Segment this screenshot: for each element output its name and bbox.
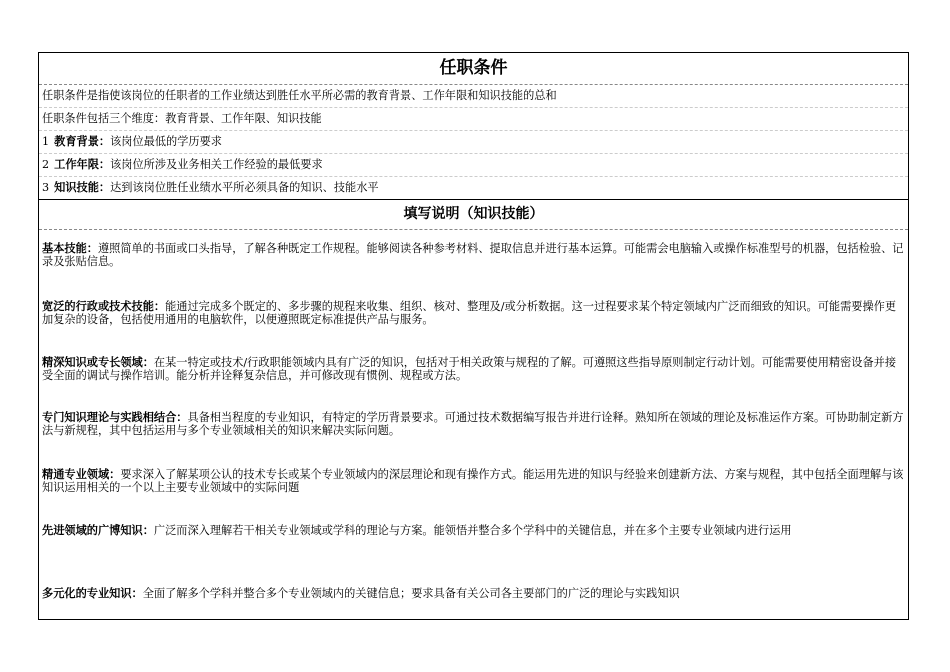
dimension-row-education bbox=[39, 131, 908, 154]
level-term: 基本技能： bbox=[42, 242, 98, 255]
level-basic-skills bbox=[42, 243, 904, 268]
level-desc: 遵照简单的书面或口头指导，了解各种既定工作规程。能够阅读各种参考材料、提取信息并进行基本运算。可能需会电脑输入或操作标准型号的机器，包括检验、记录及张贴信息。 bbox=[42, 242, 904, 268]
level-term: 专门知识理论与实践相结合： bbox=[42, 411, 188, 424]
level-term: 多元化的专业知识： bbox=[42, 587, 143, 600]
level-proficient-specialty bbox=[42, 469, 904, 494]
dimension-term: 教育背景： bbox=[54, 135, 111, 148]
level-theory-practice bbox=[42, 412, 904, 437]
dimension-number: 3 bbox=[42, 181, 50, 194]
level-desc: 要求深入了解某项公认的技术专长或某个专业领域内的深层理论和现有操作方式。能运用先进的知识与经验来创建新方法、方案与规程，其中包括全面理解与该知识运用相关的一个以上主要专业领域中的实际问题 bbox=[42, 468, 904, 494]
dimension-desc: 达到该岗位胜任业绩水平所必须具备的知识、技能水平 bbox=[110, 181, 379, 194]
dimension-number: 2 bbox=[42, 158, 50, 171]
level-desc: 全面了解多个学科并整合多个专业领域内的关键信息；要求具备有关公司各主要部门的广泛的理论与实践知识 bbox=[142, 587, 680, 600]
dimension-desc: 该岗位所涉及业务相关工作经验的最低要求 bbox=[110, 158, 323, 171]
level-deep-knowledge bbox=[42, 357, 904, 382]
level-term: 精通专业领域： bbox=[42, 468, 121, 481]
level-desc: 在某一特定或技术/行政职能领域内具有广泛的知识，包括对于相关政策与规程的了解。可遵照这些指导原则制定行动计划。可能需要使用精密设备并接受全面的调试与操作培训。能分析并诠释复杂信息，并可修改现有惯例、规程或方法。 bbox=[42, 356, 897, 382]
dimension-term: 知识技能： bbox=[54, 181, 111, 194]
level-desc: 具备相当程度的专业知识，有特定的学历背景要求。可通过技术数据编写报告并进行诠释。熟知所在领域的理论及标准运作方案。可协助制定新方法与新规程，其中包括运用与多个专业领域相关的知识来解决实际问题。 bbox=[42, 411, 904, 437]
dimension-number: 1 bbox=[42, 135, 50, 148]
level-advanced-broad bbox=[42, 525, 904, 538]
dimension-row-knowledge bbox=[39, 177, 908, 200]
level-diversified bbox=[42, 588, 904, 601]
section-subtitle: 填写说明（知识技能） bbox=[39, 200, 908, 230]
level-term: 先进领域的广博知识： bbox=[42, 524, 154, 537]
requirements-sheet bbox=[38, 52, 909, 620]
level-desc: 能通过完成多个既定的、多步骤的规程来收集、组织、核对、整理及/或分析数据。这一过程要求某个特定领域内广泛而细致的知识。可能需要操作更加复杂的设备，包括使用通用的电脑软件，以便遵照既定标准提供产品与服务。 bbox=[42, 300, 897, 326]
page-title: 任职条件 bbox=[39, 53, 908, 85]
dimension-row-experience bbox=[39, 154, 908, 177]
level-broad-skills bbox=[42, 301, 904, 326]
dimension-term: 工作年限： bbox=[54, 158, 111, 171]
level-term: 宽泛的行政或技术技能： bbox=[42, 300, 166, 313]
dimension-desc: 该岗位最低的学历要求 bbox=[110, 135, 222, 148]
level-term: 精深知识或专长领域： bbox=[42, 356, 154, 369]
level-desc: 广泛而深入理解若干相关专业领域或学科的理论与方案。能领悟并整合多个学科中的关键信息，并在多个主要专业领域内进行运用 bbox=[153, 524, 792, 537]
intro-definition: 任职条件是指使该岗位的任职者的工作业绩达到胜任水平所必需的教育背景、工作年限和知识技能的总和 bbox=[39, 85, 908, 108]
intro-dimensions: 任职条件包括三个维度：教育背景、工作年限、知识技能 bbox=[39, 108, 908, 131]
